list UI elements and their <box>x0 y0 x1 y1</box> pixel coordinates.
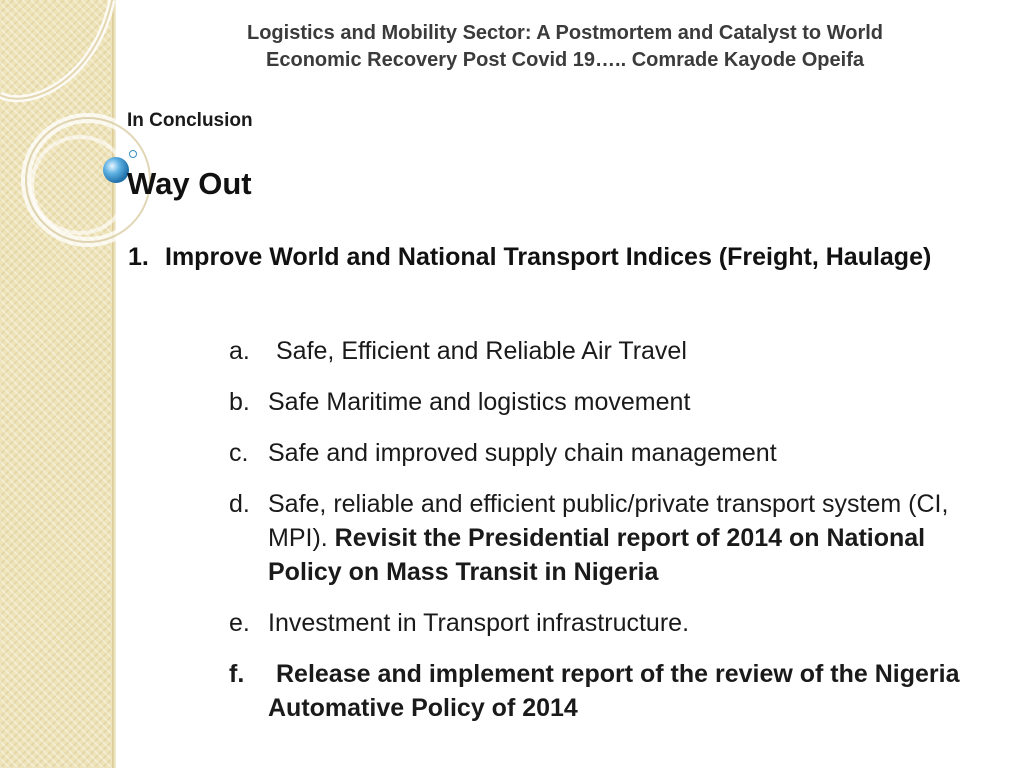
main-point-text: Improve World and National Transport Indices (Freight, Haulage) <box>165 243 932 271</box>
list-item-marker: c. <box>229 439 249 467</box>
section-label: In Conclusion <box>127 110 253 131</box>
list-item-text: Safe and improved supply chain management <box>268 439 777 467</box>
list-item-content <box>268 487 999 589</box>
list-item-marker: f. <box>229 660 245 688</box>
header-title-line-1: Logistics and Mobility Sector: A Postmortem and Catalyst to World <box>247 22 883 44</box>
list-item-text: Investment in Transport infrastructure. <box>268 609 690 637</box>
list-item <box>229 385 999 419</box>
blue-orb-icon <box>103 157 129 183</box>
header-title-line-2: Economic Recovery Post Covid 19….. Comrade Kayode Opeifa <box>266 49 864 71</box>
list-item-marker: b. <box>229 388 250 416</box>
section-heading: Way Out <box>127 166 252 201</box>
list-item-text: Safe Maritime and logistics movement <box>268 388 691 416</box>
list-item-marker: e. <box>229 609 250 637</box>
sub-item-list <box>229 334 999 742</box>
list-item <box>229 487 999 589</box>
list-item <box>229 657 999 725</box>
main-point <box>128 240 948 274</box>
list-item-text: Release and implement report of the review of the Nigeria Automative Policy of 2014 <box>268 660 960 722</box>
list-item <box>229 606 999 640</box>
list-item-marker: a. <box>229 337 250 365</box>
list-item-marker: d. <box>229 490 250 518</box>
header-title <box>150 20 980 74</box>
main-point-number: 1. <box>128 243 149 271</box>
list-item <box>229 334 999 368</box>
list-item-text: Safe, Efficient and Reliable Air Travel <box>276 337 687 365</box>
list-item <box>229 436 999 470</box>
list-item-bold-text: Revisit the Presidential report of 2014 on National Policy on Mass Transit in Nigeria <box>268 524 926 586</box>
small-circle-bullet-icon <box>129 150 137 158</box>
list-item-text: Safe, reliable and efficient public/private transport system (CI, MPI). <box>268 490 949 552</box>
